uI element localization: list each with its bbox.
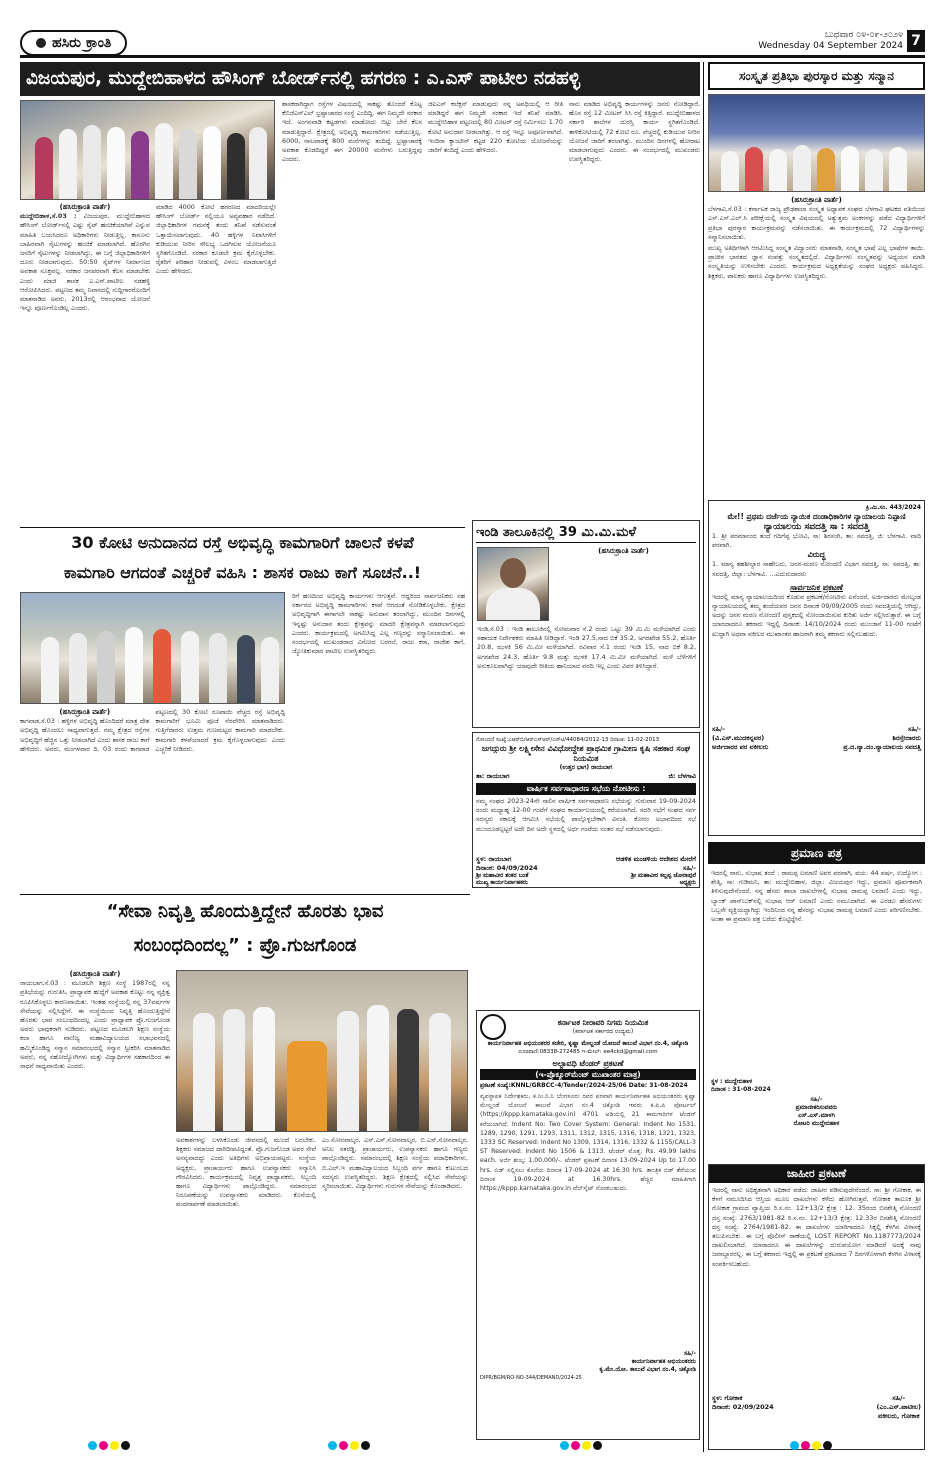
court-notice: ಕ್ರಿ.ಮಿ.ಸಂ. 443/2024 ಮೇ!! ಪ್ರಥಮ ದರ್ಜೆಯ ನ್ಯಾಯಿಕ ದಂಡಾಧಿಕಾರಿಗಳ ನ್ಯಾಯಾಲಯ ನಿಪ್ಪಾಣಿ ನ್ಯಾಯಾಲಯ ಸವದತ್ತಿ ಸಾ : ಸವದತ್ತಿ 1. ಶ್ರೀ ಪರಮಾನಂದ ತಂದೆ ಗದಿಗೆಪ್ಪ ಭೋವಿ, ಸಾ: ಶಿರಸಂಗಿ, ತಾ: ಸವದತ್ತಿ, ಜಿ: ಬೆಳಗಾವಿ. ವಾದಿ ಪರವಾಗಿ. ವಿರುದ್ಧ 1. ಮಾನ್ಯ ತಹಶೀಲ್ದಾರ ಸಾಹೇಬರು, ಜನನ-ಮರಣ ನೋಂದಣಿ ವಿಭಾಗ ಸವದತ್ತಿ, ಸಾ: ಸವದತ್ತಿ, ತಾ: ಸವದತ್ತಿ, ಜಿಲ್ಲಾ: ಬೆಳಗಾವಿ. ...ಎದುರುದಾರರು ಸಾರ್ವಜನಿಕ ಪ್ರಕಟಣೆ ಇದರಲ್ಲಿ ಮಾನ್ಯ ನ್ಯಾಯಾಲಯದಿಂದ ಕೊಡುವ ಪ್ರಕಟಣೆ/ನೋಟೀಸು ಏನೆಂದರೆ, ಅರ್ಜಿದಾರರು ಮೇಲ್ಕಂಡ ನ್ಯಾಯಾಲಯದಲ್ಲಿ ತಮ್ಮ ತಂದೆಯವರ ಜನನ ದಿನಾಂಕ 09/09/2005 ರಂದು ಸವದತ್ತಿಯಲ್ಲಿ ಆಗಿದ್ದು, ಅದನ್ನು ಜನನ ಮರಣ ನೋಂದಣಿ ಪುಸ್ತಕದಲ್ಲಿ ನೋಂದಾಯಿಸುವ ಕುರಿತು ಅರ್ಜಿ ಸಲ್ಲಿಸಿರುತ್ತಾರೆ. ಈ ಬಗ್ಗೆ ಯಾರದಾದರೂ ತಕರಾರು ಇದ್ದಲ್ಲಿ ದಿನಾಂಕ: 14/10/2024 ರಂದು ಮುಂಜಾನೆ 11-00 ಗಂಟೆಗೆ ಖುದ್ದಾಗಿ ಅಥವಾ ವಕೀಲರ ಮುಖಾಂತರ ಹಾಜರಾಗಿ ತಮ್ಮ ತಕರಾರು ಸಲ್ಲಿಸಬಹುದು. ಸಹಿ/- (ವಿ.ಎಸ್.ಮುದಕನ್ನವರ) ಅರ್ಜಿದಾರರ ಪರ ವಕೀಲರು ಸಹಿ/- ಶಿರಸ್ತೇದಾರರು ಪ್ರ.ದ.ನ್ಯಾ.ದಂ.ನ್ಯಾಯಾಲಯ ಸವದತ್ತಿ — [708, 500, 925, 836]
affidavit: ಇದರಲ್ಲಿ ನಾನು, ಸುಭಾಷ ತಂದೆ : ರಾಮಪ್ಪ ಲಮಾಣಿ ಅವರ ಪರವಾಗಿ, ವಯ: 44 ವರ್ಷ, ಉದ್ಯೋಗ : ಶೇತ್ಕಿ, ಸಾ: ಗುಡಿಮನಿ, ತಾ: ಮುದ್ದೇಬಿಹಾಳ, ಜಿಲ್ಲಾ: ವಿಜಯಪುರ ಇದ್ದು, ಪ್ರಮಾಣ ಪೂರ್ವಕವಾಗಿ ತಿಳಿಸುವುದೇನೆಂದರೆ, ನನ್ನ ಹೆಸರು ಶಾಲಾ ದಾಖಲೆಗಳಲ್ಲಿ ಸುಭಾಷ ರಾಮಪ್ಪ ಲಮಾಣಿ ಎಂದು ಇದ್ದು, ಬ್ಯಾಂಕ್ ಪಾಸ್‌ಬುಕ್‌ನಲ್ಲಿ ಸುಭಾಷ ಆರ್ ಲಮಾಣಿ ಎಂದು ನಮೂದಾಗಿದೆ. ಈ ಎರಡೂ ಹೆಸರುಗಳು ಒಬ್ಬನೇ ವ್ಯಕ್ತಿಯದ್ದಾಗಿದ್ದು ಇಂದಿನಿಂದ ನನ್ನ ಹೆಸರನ್ನು ಸುಭಾಷ ರಾಮಪ್ಪ ಲಮಾಣಿ ಎಂದು ಪರಿಗಣಿಸಬೇಕು. ಅಂತಾ ಈ ಪ್ರಮಾಣ ಪತ್ರ ಬರೆದು ಕೊಟ್ಟಿದ್ದೇನೆ. ಸ್ಥಳ : ಮುದ್ದೇಬಿಹಾಳ ದಿನಾಂಕ : 31-08-2024 ಸಹಿ/- ಪ್ರಮಾಣೀಕರಿಸುವವರು ಎಸ್.ಎಸ್.ಮಾಳಗಿ ನೋಟರಿ ಮುದ್ದೇಬಿಹಾಳ — [711, 869, 922, 1127]
seva-col-3: ಎಂ.ಸೋನವಾಲ್ಕರ, ಎಸ್.ಎಸ್.ಸೋನವಾಲ್ಕರ, ಬಿ.ಎಸ್.ಸೋನವಾಲ್ಕರ, ಅನಿಲ ಸತರಡ್ಡಿ, ಪ್ರಾಚಾರ್ಯರು, ಉಪನ್ಯಾಸಕರು ಹಾಗೂ ಗಣ್ಯರು ಪಾಲ್ಗೊಂಡಿದ್ದರು. ಸಮಾರಂಭದಲ್ಲಿ ಶಿಕ್ಷಣ ಸಂಸ್ಥೆಯ ಪದಾಧಿಕಾರಿಗಳು, ಬಿ.ಎಲ್.ಇ ಮಹಾವಿದ್ಯಾಲಯದ ಸಿಬ್ಬಂದಿ ವರ್ಗ ಹಾಗೂ ಕುಟುಂಬದ ಸದಸ್ಯರು ಉಪಸ್ಥಿತರಿದ್ದರು. ಶಿಕ್ಷಣ ಕ್ಷೇತ್ರದಲ್ಲಿ ಸಲ್ಲಿಸಿದ ಸೇವೆಯನ್ನು ಸ್ಮರಿಸಲಾಯಿತು. ವಿದ್ಯಾರ್ಥಿಗಳು ಗುರುಗಳ ಸೇವೆಯನ್ನು ಕೊಂಡಾಡಿದರು. — [322, 1136, 468, 1191]
seva-headline: “ಸೇವಾ ನಿವೃತ್ತಿ ಹೊಂದುತ್ತಿದ್ದೇನೆ ಹೊರತು ಭಾವ ಸಂಬಂಧದಿಂದಲ್ಲ” : ಪ್ರೊ.ಗುಜಗೊಂಡ — [20, 894, 470, 966]
lead-col-2: ಮಾಡಿದ 4000 ಕೋಟಿ ಹಗರಣದ ಮಾದರಿಯಲ್ಲೇ ಹೌಸಿಂಗ್ ಬೋರ್ಡ್ ನಲ್ಲಿಯೂ ಅವ್ಯವಹಾರ ನಡೆದಿದೆ. ಜಿಲ್ಲಾಧಿಕಾರಿಗಳ ಗಮನಕ್ಕೆ ತಂದು ತನಿಖೆ ನಡೆಸುವಂತೆ ಒತ್ತಾಯಿಸಲಾಗುವುದು. 40 ಹಳ್ಳಿಗಳ ನಿವಾಸಿಗಳಿಗೆ ಕುಡಿಯುವ ನೀರಿನ ಸೌಲಭ್ಯ ಒದಗಿಸುವ ಯೋಜನೆಯೂ ಸ್ಥಗಿತಗೊಂಡಿದೆ. ಸರಕಾರ ಕೂಡಲೇ ಕ್ರಮ ಕೈಗೊಳ್ಳಬೇಕು. ರೈತರಿಗೆ ಪರಿಹಾರ ನೀಡುವಲ್ಲಿ ವಿಳಂಬ ಮಾಡಲಾಗುತ್ತಿದೆ ಎಂದು ಹೇಳಿದರು. — [156, 203, 276, 276]
sanskrit-body: (ಹಸಿರುಕ್ರಾಂತಿ ವಾರ್ತೆ) ಬೆಳಗಾವಿ,ಸೆ.03 : ಕರ್ನಾಟಕ ರಾಜ್ಯ ಪ್ರೌಢಶಾಲಾ ಸಂಸ್ಕೃತ ಅಧ್ಯಾಪಕ ಸಂಘದ ಬೆಳಗಾವಿ ಘಟಕದ ವತಿಯಿಂದ ಎಸ್.ಎಸ್.ಎಲ್.ಸಿ ಪರೀಕ್ಷೆಯಲ್ಲಿ ಸಂಸ್ಕೃತ ವಿಷಯದಲ್ಲಿ ಅತ್ಯುತ್ತಮ ಅಂಕಗಳನ್ನು ಪಡೆದ ವಿದ್ಯಾರ್ಥಿಗಳಿಗೆ ಪ್ರತಿಭಾ ಪುರಸ್ಕಾರ ಕಾರ್ಯಕ್ರಮವನ್ನು ನಡೆಸಲಾಯಿತು. ಈ ಕಾರ್ಯಕ್ರಮದಲ್ಲಿ 72 ವಿದ್ಯಾರ್ಥಿಗಳನ್ನು ಸನ್ಮಾನಿಸಲಾಯಿತು. ಮುಖ್ಯ ಅತಿಥಿಗಳಾಗಿ ಆಗಮಿಸಿದ್ದ ಸಂಸ್ಕೃತ ವಿದ್ವಾಂಸರು ಮಾತನಾಡಿ, ಸಂಸ್ಕೃತ ಭಾಷೆ ಎಲ್ಲ ಭಾಷೆಗಳ ತಾಯಿ. ಪ್ರಾಚೀನ ಭಾರತದ ಜ್ಞಾನ ಸಂಪತ್ತು ಸಂಸ್ಕೃತದಲ್ಲಿದೆ. ವಿದ್ಯಾರ್ಥಿಗಳು ಸಂಸ್ಕೃತವನ್ನು ಅಧ್ಯಯನ ಮಾಡಿ ಸಂಸ್ಕೃತಿಯನ್ನು ಉಳಿಸಬೇಕು ಎಂದರು. ಕಾರ್ಯಕ್ರಮದ ಅಧ್ಯಕ್ಷತೆಯನ್ನು ಸಂಘದ ಅಧ್ಯಕ್ಷರು ವಹಿಸಿದ್ದರು. ಶಿಕ್ಷಕರು, ಪಾಲಕರು ಹಾಗೂ ವಿದ್ಯಾರ್ಥಿಗಳು ಉಪಸ್ಥಿತರಿದ್ದರು. — [708, 196, 925, 280]
court-sign-left: ಸಹಿ/- (ವಿ.ಎಸ್.ಮುದಕನ್ನವರ) ಅರ್ಜಿದಾರರ ಪರ ವಕೀಲರು — [712, 724, 769, 751]
seva-photo — [176, 970, 468, 1132]
road-headline: 30 ಕೋಟಿ ಅನುದಾನದ ರಸ್ತೆ ಅಭಿವೃದ್ಧಿ ಕಾಮಗಾರಿಗೆ ಚಾಲನೆ ಕಳಪೆ ಕಾಮಗಾರಿ ಆಗದಂತೆ ಎಚ್ಚರಿಕೆ ವಹಿಸಿ : ಶಾಸಕ ರಾಜು ಕಾಗೆ ಸೂಚನೆ..! — [20, 527, 465, 589]
lead-photo — [20, 100, 275, 200]
lead-col-4: ಜಿಐಎಸ್ ಕಲೆಕ್ಷನ್ ಮಾಡುವುದು ನನ್ನ ಅವಧಿಯಲ್ಲಿ ಆ ರೀತಿ ಮಾಡಿದ್ದರೆ ಈಗ ನಿಮ್ಮದೇ ಸರಕಾರ ಇದೆ ತನಿಖೆ ಮಾಡಿಸಿ. ಮುದ್ದೇಬಿಹಾಳ ಪಟ್ಟಣದಲ್ಲಿ 80 ಮೀಟರ್ ರಸ್ತೆ ನಿರ್ಮಿಸಲು 1.70 ಕೋಟಿ ಅನುದಾನ ನೀಡಲಾಗಿತ್ತು. ಆ ರಸ್ತೆ ಇನ್ನೂ ಅಪೂರ್ಣವಾಗಿದೆ. ಇಂದಿರಾ ಕ್ಯಾಂಟೀನ್ ಕಟ್ಟಡ 220 ಕೋಟಿಯ ಯೋಜನೆಯನ್ನು ಜಾರಿಗೆ ತಂದಿದ್ದೆ ಎಂದು ಹೇಳಿದರು. — [428, 100, 563, 155]
road-photo — [20, 592, 285, 704]
page-number: 7 — [907, 30, 925, 52]
public-notice-sign: ಸಹಿ/- (ಎಂ.ಎಸ್.ಪಾಟೀಲ) ವಕೀಲರು, ಗೋಕಾಕ — [876, 1394, 921, 1420]
paper-name: ಹಸಿರು ಕ್ರಾಂತಿ — [20, 30, 127, 56]
rain-story: ಇಂಡಿ ತಾಲೂಕಿನಲ್ಲಿ 39 ಮಿ.ಮಿ.ಮಳೆ (ಹಸಿರುಕ್ರಾಂತಿ ವಾರ್ತೆ) ಇಂಡಿ,ಸೆ.03 : ಇಂಡಿ ತಾಲೂಕಿನಲ್ಲಿ ಸೋಮವಾರ ಸೆ.2 ರಂದು ಒಟ್ಟು 39 ಮಿ.ಮಿ ಮಳೆಯಾಗಿದೆ ಎಂದು ಸಹಾಯಕ ನಿರ್ದೇಶಕರು ಮಾಹಿತಿ ನೀಡಿದ್ದಾರೆ. ಇಂಡಿ 27.5,ನಾದ ಬಿಕೆ 35.2, ಅಗರಖೇಡ 55.2, ಹೊರ್ತಿ 20.8, ಝಳಕಿ 56 ಮಿ.ಮೀ ಮಳೆಯಾಗಿದೆ. ರವಿವಾರ ಸೆ.1 ರಂದು ಇಂಡಿ 15, ನಾದ ಬಿಕೆ 8.2, ಅಗರಖೇಡ 24.3, ಹೊರ್ತಿ 9.8 ಮತ್ತು ಝಳಕಿ 17.4 ಮಿ.ಮೀ ಮಳೆಯಾಗಿದೆ. ಮಳೆ ಬೆಳೆಗಳಿಗೆ ಅನುಕೂಲವಾಗಿದ್ದು ಯಾವುದೇ ರೀತಿಯ ಹಾನಿಯಾದ ವರದಿ ಇಲ್ಲ ಎಂದು ವಿವರ ತಿಳಿಸಿದ್ದಾರೆ. — [472, 520, 700, 728]
tender-sign: ಸಹಿ/- ಕಾರ್ಯನಿರ್ವಾಹಕ ಅಭಿಯಂತರರು ಕೃ.ಮೇ.ಯೋ. ಕಾಲುವೆ ವಿಭಾಗ ನಂ.4, ಚಿಕ್ಕೋಡಿ — [599, 1350, 696, 1373]
court-sign-right: ಸಹಿ/- ಶಿರಸ್ತೇದಾರರು ಪ್ರ.ದ.ನ್ಯಾ.ದಂ.ನ್ಯಾಯಾಲಯ ಸವದತ್ತಿ — [843, 724, 921, 751]
tender-notice: ಕರ್ನಾಟಕ ನೀರಾವರಿ ನಿಗಮ ನಿಯಮಿತ (ಕರ್ನಾಟಕ ಸರ್ಕಾರದ ಉದ್ಯಮ) ಕಾರ್ಯನಿರ್ವಾಹಕ ಅಭಿಯಂತರರ ಕಚೇರಿ, ಕೃಷ್ಣಾ ಮೇಲ್ದಂಡೆ ಯೋಜನೆ ಕಾಲುವೆ ವಿಭಾಗ ನಂ.4, ಚಿಕ್ಕೋಡಿ ದೂರವಾಣಿ:08338-272485 ಇ-ಮೇಲ್: ee4ckd@gmail.com ಅಲ್ಪಾವಧಿ ಟೆಂಡರ್ ಪ್ರಕಟಣೆ (ಇ-ಪ್ರೊಕ್ಯೂರ್‌ಮೆಂಟ್ ಮುಖಾಂತರ ಮಾತ್ರ) ಪ್ರಕಟಣೆ ಸಂಖ್ಯೆ:KNNL/GRBCC-4/Tender/2024-25/06 Date: 31-08-2024 ವ್ಯವಸ್ಥಾಪಕ ನಿರ್ದೇಶಕರು, ಕ.ನೀ.ನಿ.ನಿ ಬೆಂಗಳೂರು ರವರ ಪರವಾಗಿ ಕಾರ್ಯನಿರ್ವಾಹಕ ಅಭಿಯಂತರರು ಕೃಷ್ಣಾ ಮೇಲ್ದಂಡೆ ಯೋಜನೆ ಕಾಲುವೆ ವಿಭಾಗ ನಂ.4 ಚಿಕ್ಕೋಡಿ ಇವರು ಕ.ಪಿ.ಪಿ ಪೋರ್ಟಲ್ (https://kppp.karnataka.gov.in) 4701 ಅಡಿಯಲ್ಲಿ 21 ಕಾಮಗಾರಿಗಳ ಟೆಂಡರ್ ಕರೆಯಲಾಗಿದೆ. Indent No: Two Cover System: General: Indent No 1531, 1289, 1290, 1291, 1293, 1311, 1312, 1315, 1316, 1318, 1321, 1323, 1333 SC Reserved: Indent No 1309, 1314, 1316, 1332 & 1155/CALL-3 ST Reserved: Indent No 1506 & 1313. ಟೆಂಡರ್ ಮೊತ್ತ: Rs. 49.99 lakhs each. ಅರ್ಜಿ ಶುಲ್ಕ: 1,00,000/-. ಟೆಂಡರ್ ಪ್ರಕಟಣೆ ದಿನಾಂಕ 13-09-2024 Up to 17.00 hrs. ಬಿಡ್ ಸಲ್ಲಿಸಲು ಕೊನೆಯ ದಿನಾಂಕ 17-09-2024 at 16.30 hrs. ತಾಂತ್ರಿಕ ಬಿಡ್ ತೆರೆಯುವ ದಿನಾಂಕ 19-09-2024 at 16.30hrs. ಹೆಚ್ಚಿನ ಮಾಹಿತಿಗಾಗಿ https://kppp.karnataka.gov.in ವೆಬ್‌ಸೈಟ್ ನೋಡಬಹುದು. ಸಹಿ/- ಕಾರ್ಯನಿರ್ವಾಹಕ ಅಭಿಯಂತರರು ಕೃ.ಮೇ.ಯೋ. ಕಾಲುವೆ ವಿಭಾಗ ನಂ.4, ಚಿಕ್ಕೋಡಿ DIPR/BGM/RO-NO-344/DEMAND/2024-25 — [476, 1010, 700, 1440]
lead-col-3: ಶಾಸಕರಾಗಿದ್ದಾಗ ರಸ್ತೆಗಳ ವಿಷಯದಲ್ಲಿ ಸಾಕಷ್ಟು ತೊಂದರೆ ಕೊಟ್ಟ ಕೆಬಿಜೆಎನ್ಎಲ್ ಭ್ರಷ್ಟಾಚಾರದ ಸಂಸ್ಥೆ ಎಂದಿದ್ದಿ. ಈಗ ನಿಮ್ಮದೇ ಸರಕಾರ ಇದೆ. ಅಂಗನವಾಡಿ ಕಟ್ಟಡಗಳು ಮಾಡೋದು ಬಿಟ್ಟು ಬೇರೆ ಕೆಲಸ ಮಾಡುತ್ತಿದ್ದಾರೆ. ಕ್ಷೇತ್ರದಲ್ಲಿ ಅಭಿವೃದ್ಧಿ ಕಾಮಗಾರಿಗಳು ನಡೆಯುತ್ತಿಲ್ಲ. 6000, ನಾಲವಾಡಕ್ಕೆ 800 ಮನೆಗಳನ್ನು ತಂದಿದ್ದೆ. ಭ್ರಷ್ಟಾಚಾರಕ್ಕೆ ಅವಕಾಶ ಕೊಡದಿದ್ದರೆ ಈಗ 20000 ಮನೆಗಳು ಬರುತ್ತಿದ್ದವು ಎಂದರು. — [282, 100, 422, 164]
affidavit-band: ಪ್ರಮಾಣ ಪತ್ರ — [708, 842, 925, 864]
lead-headline: ವಿಜಯಪುರ, ಮುದ್ದೇಬಿಹಾಳದ ಹೌಸಿಂಗ್ ಬೋರ್ಡ್‌ನಲ್ಲಿ ಹಗರಣ : ಎ.ಎಸ್ ಪಾಟೀಲ ನಡಹಳ್ಳಿ — [20, 62, 700, 96]
flower-icon — [36, 38, 46, 48]
seva-col-1: (ಹಸಿರುಕ್ರಾಂತಿ ವಾರ್ತೆ) ರಾಯಬಾಗ,ಸೆ.03 : ಮೂಡಲಗಿ ಶಿಕ್ಷಣ ಸಂಸ್ಥೆ 1987ರಲ್ಲಿ ನನ್ನ ಪ್ರತಿಭೆಯನ್ನು ಗುರುತಿಸಿ, ಪ್ರಾಧ್ಯಾಪಕ ಹುದ್ದೆಗೆ ಅವಕಾಶ ಕೊಟ್ಟು ನನ್ನ ವ್ಯಕ್ತಿತ್ವ ರೂಪಿಸಿಕೊಳ್ಳಲು ಕಾರಣವಾಯಿತು. ಇಂತಹ ಸಂಸ್ಥೆಯಲ್ಲಿ ನನ್ನ 37ವರ್ಷಗಳ ಸೇವೆಯನ್ನು ಸಲ್ಲಿಸಿದ್ದೇನೆ. ಈ ಸಂಸ್ಥೆಯಿಂದ ನಿವೃತ್ತಿ ಹೊಂದುತ್ತಿದ್ದೇನೆ ಹೊರತು ಭಾವ ಸಂಬಂಧದಿಂದಲ್ಲ ಎಂದು ಪ್ರಾಧ್ಯಾಪಕ ಪ್ರೊ.ಗುಜಗೊಂಡ ಅವರು ಭಾವುಕರಾಗಿ ನುಡಿದರು. ಪಟ್ಟಣದ ಮೂಡಲಗಿ ಶಿಕ್ಷಣ ಸಂಸ್ಥೆಯ ಕಲಾ ಹಾಗೂ ವಾಣಿಜ್ಯ ಮಹಾವಿದ್ಯಾಲಯದ ಸಭಾಭವನದಲ್ಲಿ ಹಮ್ಮಿಕೊಂಡಿದ್ದ ಸನ್ಮಾನ ಸಮಾರಂಭದಲ್ಲಿ ಸನ್ಮಾನ ಸ್ವೀಕರಿಸಿ ಮಾತನಾಡಿದ ಅವರು, ನನ್ನ ಸಹೋದ್ಯೋಗಿಗಳು ಮತ್ತು ವಿದ್ಯಾರ್ಥಿಗಳ ಸಹಕಾರದಿಂದ ಈ ಸಾಧನೆ ಸಾಧ್ಯವಾಯಿತು ಎಂದರು. — [20, 970, 170, 1071]
affidavit-sign: ಸಹಿ/- ಪ್ರಮಾಣೀಕರಿಸುವವರು ಎಸ್.ಎಸ್.ಮಾಳಗಿ ನೋಟರಿ ಮುದ್ದೇಬಿಹಾಳ — [793, 1096, 840, 1127]
sanskrit-photo — [708, 94, 925, 192]
public-notice: ಜಾಹೀರ ಪ್ರಕಟಣೆ ಇದರಲ್ಲಿ ನಾನು ಅಧಿಕೃತವಾಗಿ ಅಧಿಕಾರ ಪಡೆದು ಜಾಹೀರ ಪಡಿಸುವುದೇನೆಂದರೆ, ಸಾ: ಶ್ರೀ ಗೋಕಾಕ, ಈ ಕೆಳಗೆ ನಮೂದಿಸಿದ ಆಸ್ತಿಯ ಮೂಲ ದಾಖಲೆಗಳು ಕಳೆದು ಹೋಗಿರುತ್ತವೆ. ಗೋಕಾಕ ತಾಲೂಕ ಶ್ರೀ ಗೋಕಾಕ ಗ್ರಾಮದ ವ್ಯಾಪ್ತಿಯ ರಿ.ಸ.ನಂ. 12+13/2 ಕ್ಷೇತ್ರ : 12. 35ರಂದ ಬಿನಶೇತ್ಕಿ ನೋಂದಣಿ ದಸ್ತ ಸಂಖ್ಯೆ: 2763/1981-82 ರಿ.ಸ.ನಂ. 12+13/3 ಕ್ಷೇತ್ರ: 12.33ರ ಬಿನಶೇತ್ಕಿ ನೋಂದಣಿ ದಸ್ತ ಸಂಖ್ಯೆ: 2764/1981-82. ಈ ದಾಖಲೆಗಳು ಯಾರಿಗಾದರೂ ಸಿಕ್ಕಲ್ಲಿ ಕೆಳಗಿನ ವಿಳಾಸಕ್ಕೆ ತಲುಪಿಸಬೇಕು. ಈ ಬಗ್ಗೆ ಪೊಲೀಸ್ ಠಾಣೆಯಲ್ಲಿ LOST REPORT No.1187773/2024 ದಾಖಲಿಸಲಾಗಿದೆ. ಯಾರಾದರೂ ಈ ದಾಖಲೆಗಳನ್ನು ದುರುಪಯೋಗ ಮಾಡಿದರೆ ಅದಕ್ಕೆ ನಾವು ಜವಾಬ್ದಾರರಲ್ಲ. ಈ ಬಗ್ಗೆ ತಕರಾರು ಇದ್ದಲ್ಲಿ ಈ ಪ್ರಕಟಣೆ ಪ್ರಕಟವಾದ 7 ದಿನಗಳೊಳಗಾಗಿ ಕೆಳಗಿನ ವಿಳಾಸಕ್ಕೆ ಸಂಪರ್ಕಿಸಬಹುದು. ಸ್ಥಳ: ಗೋಕಾಕ ದಿನಾಂಕ: 02/09/2024 ಸಹಿ/- (ಎಂ.ಎಸ್.ಪಾಟೀಲ) ವಕೀಲರು, ಗೋಕಾಕ — [708, 1164, 925, 1450]
road-body-bottom: (ಹಸಿರುಕ್ರಾಂತಿ ವಾರ್ತೆ) ಕಾಗವಾಡ,ಸೆ.03 : ಹಳ್ಳಿಗಳ ಅಭಿವೃದ್ಧಿ ಹೊಂದಿದರೆ ಮಾತ್ರ ದೇಶ ಅಭಿವೃದ್ಧಿ ಹೊಂದಲು ಸಾಧ್ಯವಾಗುತ್ತದೆ. ನಮ್ಮ ಕ್ಷೇತ್ರದ ರಸ್ತೆಗಳ ಅಭಿವೃದ್ಧಿಗೆ ಹೆಚ್ಚಿನ ಒತ್ತು ನೀಡಲಾಗಿದೆ ಎಂದು ಶಾಸಕ ರಾಜು ಕಾಗೆ ಹೇಳಿದರು. ಅವರು, ಮಂಗಳವಾರ ದಿ. 03 ರಂದು ಕಾಗವಾಡ ಪಟ್ಟಣದಲ್ಲಿ 30 ಕೋಟಿ ರೂಪಾಯಿ ವೆಚ್ಚದ ರಸ್ತೆ ಅಭಿವೃದ್ಧಿ ಕಾಮಗಾರಿಗೆ ಭೂಮಿ ಪೂಜೆ ನೆರವೇರಿಸಿ ಮಾತನಾಡಿದರು. ಗುತ್ತಿಗೆದಾರರು ಉತ್ತಮ ಗುಣಮಟ್ಟದ ಕಾಮಗಾರಿ ಮಾಡಬೇಕು. ಕಾಮಗಾರಿ ಕಳಪೆಯಾದರೆ ಕ್ರಮ ಕೈಗೊಳ್ಳಲಾಗುವುದು ಎಂದು ಎಚ್ಚರಿಕೆ ನೀಡಿದರು. — [20, 708, 285, 753]
emblem-icon — [480, 1014, 506, 1040]
rain-body: ಇಂಡಿ,ಸೆ.03 : ಇಂಡಿ ತಾಲೂಕಿನಲ್ಲಿ ಸೋಮವಾರ ಸೆ.2 ರಂದು ಒಟ್ಟು 39 ಮಿ.ಮಿ ಮಳೆಯಾಗಿದೆ ಎಂದು ಸಹಾಯಕ ನಿರ್ದೇಶಕರು ಮಾಹಿತಿ ನೀಡಿದ್ದಾರೆ. ಇಂಡಿ 27.5,ನಾದ ಬಿಕೆ 35.2, ಅಗರಖೇಡ 55.2, ಹೊರ್ತಿ 20.8, ಝಳಕಿ 56 ಮಿ.ಮೀ ಮಳೆಯಾಗಿದೆ. ರವಿವಾರ ಸೆ.1 ರಂದು ಇಂಡಿ 15, ನಾದ ಬಿಕೆ 8.2, ಅಗರಖೇಡ 24.3, ಹೊರ್ತಿ 9.8 ಮತ್ತು ಝಳಕಿ 17.4 ಮಿ.ಮೀ ಮಳೆಯಾಗಿದೆ. ಮಳೆ ಬೆಳೆಗಳಿಗೆ ಅನುಕೂಲವಾಗಿದ್ದು ಯಾವುದೇ ರೀತಿಯ ಹಾನಿಯಾದ ವರದಿ ಇಲ್ಲ ಎಂದು ವಿವರ ತಿಳಿಸಿದ್ದಾರೆ. — [477, 625, 696, 670]
lead-col-1: (ಹಸಿರುಕ್ರಾಂತಿ ವಾರ್ತೆ) ಮುದ್ದೇಬಿಹಾಳ,ಸೆ.03 : ವಿಜಯಪುರ, ಮುದ್ದೇಬಿಹಾಳದ ಹೌಸಿಂಗ್ ಬೋರ್ಡ್‌ನಲ್ಲಿ ಎಷ್ಟು ಸೈಟ್ ಹಂಚಿಕೆಯಾಗಿವೆ ಎನ್ನುವ ಮಾಹಿತಿ ಬಯಸಿದರೂ ಅಧಿಕಾರಿಗಳು ನೀಡುತ್ತಿಲ್ಲ. ಕಾನೂನು ಬಾಹಿರವಾಗಿ ಸೈಟುಗಳನ್ನು ಹಂಚಿಕೆ ಮಾಡಲಾಗಿದೆ. ಹೊರಗಿನ ಜನರಿಗೆ ಸೈಟುಗಳನ್ನು ನೀಡಲಾಗಿದ್ದು, ಈ ಬಗ್ಗೆ ಜಿಲ್ಲಾಧಿಕಾರಿಗಳಿಗೆ ದೂರು ನೀಡಲಾಗುವುದು. 50:50 ಸೈಟ್‌ಗಳ ನಿರ್ಮಾಣದ ಅವಕಾಶ ಸೂಕ್ತವಲ್ಲ. ಸರಕಾರ ಜನಪರವಾಗಿ ಕೆಲಸ ಮಾಡಬೇಕು ಎಂದು ಮಾಜಿ ಶಾಸಕ ಎ.ಎಸ್.ಪಾಟೀಲ ನಡಹಳ್ಳಿ ಆರೋಪಿಸಿದರು. ಪಟ್ಟಣದ ತಮ್ಮ ನಿವಾಸದಲ್ಲಿ ಸುದ್ದಿಗಾರರೊಂದಿಗೆ ಮಾತನಾಡಿದ ಅವರು, 2013ರಲ್ಲಿ ಆರಂಭವಾದ ಯೋಜನೆ ಇನ್ನೂ ಪೂರ್ಣಗೊಂಡಿಲ್ಲ ಎಂದರು. — [20, 203, 150, 313]
issue-date: ಬುಧವಾರ ೦೪-೦೯-೨೦೨೪ Wednesday 04 September 2024 — [758, 30, 903, 51]
column-rule — [703, 62, 704, 1452]
road-body-top: ರಿಗೆ ಹಣದಿಂದ ಅಭಿವೃದ್ಧಿ ಕಾರ್ಯಗಳು ಆಗುತ್ತವೆ. ಆದ್ದರಿಂದ ಸಾರ್ವಜನಿಕರು ಸಹ ಸರ್ಕಾರದ ಅಭಿವೃದ್ಧಿ ಕಾಮಗಾರಿಗಳು ಕಳಪೆ ಆಗದಂತೆ ನೋಡಿಕೊಳ್ಳಬೇಕು. ಕ್ಷೇತ್ರದ ಅಭಿವೃದ್ಧಿಗಾಗಿ ಈಗಾಗಲೇ ಸಾಕಷ್ಟು ಅನುದಾನ ತರಲಾಗಿದ್ದು, ಮುಂದಿನ ದಿನಗಳಲ್ಲಿ ಇನ್ನಷ್ಟು ಅನುದಾನ ತಂದು ಕ್ಷೇತ್ರವನ್ನು ಮಾದರಿ ಕ್ಷೇತ್ರವನ್ನಾಗಿ ಮಾಡಲಾಗುವುದು ಎಂದರು. ಕಾರ್ಯಕ್ರಮದಲ್ಲಿ ಅಗಮಿಸಿದ್ದ ಎಲ್ಲ ಗಣ್ಯರನ್ನು ಸನ್ಮಾನಿಸಲಾಯಿತು. ಈ ಸಂದರ್ಭದಲ್ಲಿ ಮುಖಂಡರಾದ ವಿನೋದ ಬರಗಲೆ, ರಾಜು ಕರಾ, ರಾಜೇಶ ಕಾಗೆ, ಜ್ಯೋತಿಕುಮಾರ ಪಾಟೀಲ ಉಪಸ್ಥಿತರಿದ್ದರು. — [292, 592, 465, 656]
society-notice: ನೋಂದಣಿ ಸಂಖ್ಯೆ:ಎಆರ್‌ಬಿ/ಆರ್‌ಎಸ್‌ಆರ್/ಎಸ್‌ಟಿ/44084/2012-13 ದಿನಾಂಕ: 11-02-2013 ಜಗದ್ಗುರು ಶ್ರೀ ಲಕ್ಷ್ಮೀಸೇನ ವಿವಿಧೋದ್ದೇಶ ಪ್ರಾಥಮಿಕ ಗ್ರಾಮೀಣ ಕೃಷಿ ಸಹಕಾರ ಸಂಘ ನಿಯಮಿತ (ಉತ್ತರ ಭಾಗ) ರಾಯಬಾಗ ತಾ: ರಾಯಬಾಗ ಜಿ: ಬೆಳಗಾವಿ ವಾರ್ಷಿಕ ಸರ್ವಸಾಧಾರಣ ಸಭೆಯ ನೋಟೀಸು : ನಮ್ಮ ಸಂಘದ 2023-24ನೇ ಸಾಲಿನ ವಾರ್ಷಿಕ ಸರ್ವಸಾಧಾರಣ ಸಭೆಯನ್ನು ಗುರುವಾರ 19-09-2024 ರಂದು ಮಧ್ಯಾಹ್ನ 12-00 ಗಂಟೆಗೆ ಸಂಘದ ಕಾರ್ಯಾಲಯದಲ್ಲಿ ಕರೆಯಲಾಗಿದೆ. ಸದರಿ ಸಭೆಗೆ ಸಂಘದ ಸರ್ವ ಸದಸ್ಯರು ಸಕಾಲಕ್ಕೆ ಆಗಮಿಸಿ ಸಭೆಯಲ್ಲಿ ಪಾಲ್ಗೊಳ್ಳಬೇಕಾಗಿ ವಿನಂತಿ. ಕೋರಂ ಅಭಾವದಿಂದ ಸಭೆ ಮುಂದೂಡಲ್ಪಟ್ಟರೆ ಅದೇ ದಿನ ಅದೇ ಸ್ಥಳದಲ್ಲಿ ಅರ್ಧ ಗಂಟೆಯ ನಂತರ ಸಭೆ ನಡೆಸಲಾಗುವುದು. ಸ್ಥಳ: ರಾಯಬಾಗ ಆಡಳಿತ ಮಂಡಳಿಯ ಆದೇಶದ ಮೇರೆಗೆ ದಿನಾಂಕ: 04/09/2024 ಸಹಿ/- ಶ್ರೀ ಮಹಾವೀರ ಶಂಕರ ಬಂತೆ ಮುಖ್ಯ ಕಾರ್ಯನಿರ್ವಾಹಕರು ಶ್ರೀ ಮಹಾವೀರ ಕಲ್ಲಪ್ಪ ಜೋರಾಪುರೆ ಅಧ್ಯಕ್ಷರು — [472, 732, 700, 888]
seva-col-2: ಅವಕಾಶಗಳನ್ನು ಬಳಸಿಕೊಂಡು ಜೀವನದಲ್ಲಿ ಮುಂದೆ ಬರಬೇಕು. ಶಿಕ್ಷಕರು ಸಮಾಜದ ದಾರಿದೀಪವಿದ್ದಂತೆ. ಪ್ರೊ.ಗುಜಗೊಂಡ ಅವರ ಸೇವೆ ಅನನ್ಯವಾದದ್ದು ಎಂದು ಅತಿಥಿಗಳು ಅಭಿಪ್ರಾಯಪಟ್ಟರು. ಸಂಸ್ಥೆಯ ಅಧ್ಯಕ್ಷರು, ಪ್ರಾಚಾರ್ಯರು ಹಾಗೂ ಉಪನ್ಯಾಸಕರು ಸನ್ಮಾನಿಸಿ ಗೌರವಿಸಿದರು. ಕಾರ್ಯಕ್ರಮದಲ್ಲಿ ನಿವೃತ್ತ ಪ್ರಾಧ್ಯಾಪಕರು, ಸಿಬ್ಬಂದಿ ಹಾಗೂ ವಿದ್ಯಾರ್ಥಿಗಳು ಪಾಲ್ಗೊಂಡಿದ್ದರು. ಸಮಾರಂಭದ ನಿರೂಪಣೆಯನ್ನು ಉಪನ್ಯಾಸಕರು ಮಾಡಿದರು. ಕೊನೆಯಲ್ಲಿ ವಂದನಾರ್ಪಣೆ ಮಾಡಲಾಯಿತು. — [176, 1136, 316, 1209]
masthead — [20, 30, 925, 58]
lead-col-5: ನಾನು ಮಾಡಿದ ಅಭಿವೃದ್ಧಿ ಕಾರ್ಯಗಳನ್ನು ಜನರು ನೋಡಿದ್ದಾರೆ. ಹೊಸ ರಸ್ತೆ 12 ಮೀಟರ್ ಸಿಸಿ ರಸ್ತೆ ಕಿತ್ತಿದ್ದಾರೆ. ಮುದ್ದೇಬಿಹಾಳದ ಸರ್ಕಾರಿ ಶಾಲೆಗಳ ದುರಸ್ತಿ ಕಾರ್ಯ ಸ್ಥಗಿತಗೊಂಡಿದೆ. ತಾಳಿಕೋಟಿಯಲ್ಲಿ 72 ಕೋಟಿ ರೂ. ವೆಚ್ಚದಲ್ಲಿ ಕುಡಿಯುವ ನೀರಿನ ಯೋಜನೆ ಜಾರಿಗೆ ತರಲಾಗಿತ್ತು. ಮುಂದಿನ ದಿನಗಳಲ್ಲಿ ಹೋರಾಟ ಮಾಡಲಾಗುವುದು ಎಂದರು. ಈ ಸಂದರ್ಭದಲ್ಲಿ ಮುಖಂಡರು ಉಪಸ್ಥಿತರಿದ್ದರು. — [569, 100, 700, 164]
rain-portrait — [477, 547, 549, 621]
sanskrit-headline: ಸಂಸ್ಕೃತ ಪ್ರತಿಭಾ ಪುರಸ್ಕಾರ ಮತ್ತು ಸನ್ಮಾನ — [708, 62, 925, 90]
